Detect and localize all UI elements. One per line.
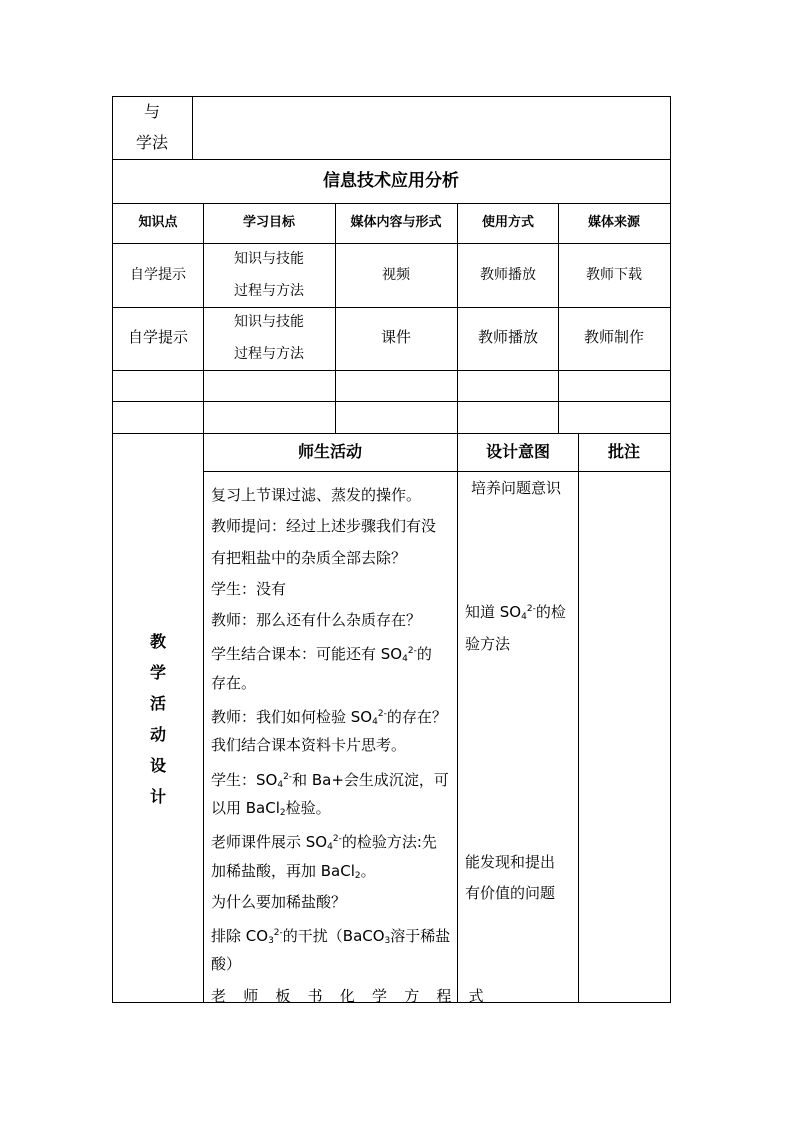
side-label-char: 活 <box>149 694 167 713</box>
header-annotation: 批注 <box>607 442 641 461</box>
table-cell: 教师制作 <box>583 328 645 346</box>
table-border-top <box>112 96 671 97</box>
col-divider <box>558 203 559 434</box>
intent-text: 培养问题意识 <box>471 479 562 497</box>
table-cell: 教师播放 <box>477 328 539 346</box>
col-divider <box>192 96 193 159</box>
activity-line: 学生：$SO_4^{2-}$和 Ba+会生成沉淀，可 <box>211 770 449 790</box>
side-label-char: 计 <box>149 787 167 806</box>
intent-text: 知道 $SO_4^{2-}$的检 <box>465 603 566 622</box>
row-divider <box>112 243 671 244</box>
col-divider <box>335 203 336 434</box>
table-border-left <box>112 96 113 1003</box>
method-label-line1: 与 <box>143 102 161 121</box>
header-media-content: 媒体内容与形式 <box>350 215 442 230</box>
activity-line: 加稀盐酸，再加 BaCl$_2$。 <box>211 861 376 881</box>
intent-text: 有价值的问题 <box>465 884 556 902</box>
section-title: 信息技术应用分析 <box>323 171 459 191</box>
col-divider <box>203 203 204 1003</box>
row-divider <box>203 471 671 472</box>
table-cell: 知识与技能 <box>234 314 304 330</box>
header-design-intent: 设计意图 <box>485 442 551 461</box>
header-usage: 使用方式 <box>481 215 535 230</box>
side-label-char: 教 <box>149 632 167 651</box>
table-cell: 课件 <box>380 328 412 346</box>
table-border-right <box>670 96 671 1003</box>
activity-line: 以用 BaCl$_2$检验。 <box>211 798 331 818</box>
intent-text: 验方法 <box>465 635 511 653</box>
row-divider <box>112 433 671 434</box>
header-media-source: 媒体来源 <box>587 215 641 230</box>
table-cell: 过程与方法 <box>234 346 304 362</box>
activity-line: 存在。 <box>211 673 257 692</box>
activity-line: 为什么要加稀盐酸？ <box>211 892 347 911</box>
table-cell: 知识与技能 <box>234 251 304 267</box>
row-divider <box>112 401 671 402</box>
col-divider <box>578 433 579 1003</box>
activity-text <box>211 480 501 1012</box>
teaching-activity-design-label <box>150 632 166 806</box>
activity-line: 老师板书化学方程式 <box>211 986 501 1005</box>
col-divider <box>457 203 458 1003</box>
row-divider <box>112 370 671 371</box>
table-cell: 自学提示 <box>127 328 189 346</box>
side-label-char: 学 <box>149 663 167 682</box>
activity-line: 我们结合课本资料卡片思考。 <box>211 736 407 755</box>
activity-line: 酸） <box>211 955 242 974</box>
row-divider <box>112 203 671 204</box>
method-label-line2: 学法 <box>135 133 169 152</box>
header-teacher-student-activity: 师生活动 <box>297 442 363 461</box>
activity-line: 老师课件展示 $SO_4^{2-}$的检验方法:先 <box>211 833 437 853</box>
table-cell: 自学提示 <box>130 267 186 283</box>
header-learning-goal: 学习目标 <box>242 215 296 230</box>
table-cell: 过程与方法 <box>234 283 304 299</box>
row-divider <box>112 159 671 160</box>
table-cell: 教师播放 <box>480 267 536 283</box>
activity-line: 复习上节课过滤、蒸发的操作。 <box>211 486 422 504</box>
row-divider <box>112 307 671 308</box>
table-cell: 视频 <box>382 267 410 283</box>
table-cell: 教师下载 <box>586 267 642 283</box>
activity-line: 有把粗盐中的杂质全部去除？ <box>211 548 407 567</box>
activity-line: 学生结合课本：可能还有 $SO_4^{2-}$的 <box>211 645 432 665</box>
header-knowledge-point: 知识点 <box>138 215 178 230</box>
activity-line: 学生：没有 <box>211 579 287 598</box>
side-label-char: 动 <box>149 725 167 744</box>
intent-text: 能发现和提出 <box>465 853 556 871</box>
activity-line: 排除 $CO_3^{2-}$的干扰（BaCO$_3$溶于稀盐 <box>211 927 451 947</box>
activity-line: 教师：我们如何检验 $SO_4^{2-}$的存在？ <box>211 708 447 728</box>
side-label-char: 设 <box>149 756 167 775</box>
activity-line: 教师：那么还有什么杂质存在？ <box>211 611 422 630</box>
activity-line: 教师提问：经过上述步骤我们有没 <box>211 517 437 536</box>
